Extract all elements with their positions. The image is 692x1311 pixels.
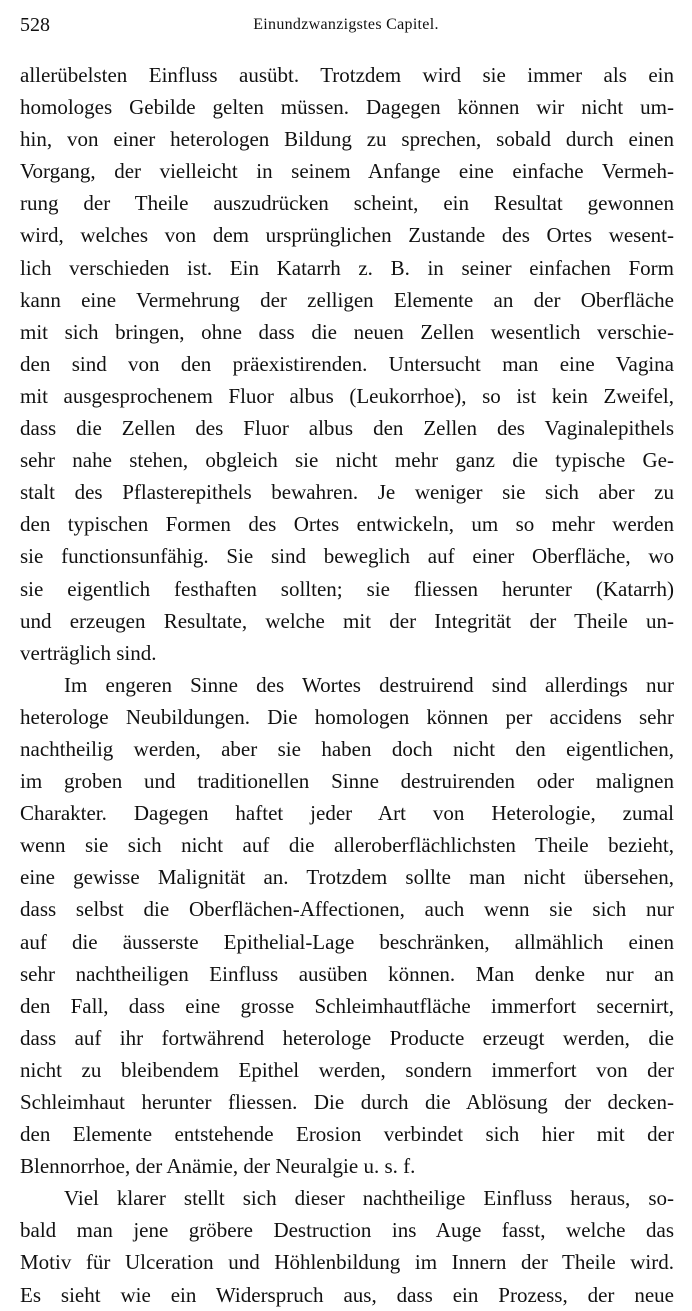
paragraph-start-line: Im engeren Sinne des Wortes destruirend sind allerdings nur bbox=[64, 672, 674, 697]
text-line: und erzeugen Resultate, welche mit der Integrität der Theile un- bbox=[20, 608, 674, 633]
text-line: lich verschieden ist. Ein Katarrh z. B. in seiner einfachen Form bbox=[20, 255, 674, 280]
text-line: dass die Zellen des Fluor albus den Zellen des Vaginalepithels bbox=[20, 416, 674, 441]
text-line: auf die äusserste Epithelial-Lage beschränken, allmählich einen bbox=[20, 929, 674, 954]
running-head: Einundzwanzigstes Capitel. bbox=[253, 16, 439, 33]
text-line: mit sich bringen, ohne dass die neuen Zellen wesentlich verschie- bbox=[20, 319, 674, 344]
text-line: den Elemente entstehende Erosion verbindet sich hier mit der bbox=[20, 1122, 674, 1147]
text-line: Schleimhaut herunter fliessen. Die durch die Ablösung der decken- bbox=[20, 1090, 674, 1114]
text-line: sehr nahe stehen, obgleich sie nicht mehr ganz die typische Ge- bbox=[20, 448, 674, 473]
text-line: mit ausgesprochenem Fluor albus (Leukorrhoe), so ist kein Zweifel, bbox=[20, 383, 674, 408]
text-line: den typischen Formen des Ortes entwickeln, um so mehr werden bbox=[20, 512, 674, 537]
text-line: Es sieht wie ein Widerspruch aus, dass ein Prozess, der neue bbox=[20, 1282, 674, 1307]
text-line: nicht zu bleibendem Epithel werden, sondern immerfort von der bbox=[20, 1057, 674, 1082]
text-line: homologes Gebilde gelten müssen. Dagegen können wir nicht um- bbox=[20, 95, 674, 120]
body-text bbox=[20, 59, 674, 1311]
text-line: Motiv für Ulceration und Höhlenbildung im Innern der Theile wird. bbox=[20, 1250, 674, 1275]
page-header bbox=[0, 14, 692, 44]
text-line: den Fall, dass eine grosse Schleimhautfläche immerfort secernirt, bbox=[20, 993, 674, 1018]
text-line: dass auf ihr fortwährend heterologe Producte erzeugt werden, die bbox=[20, 1025, 674, 1050]
text-line: Charakter. Dagegen haftet jeder Art von Heterologie, zumal bbox=[20, 801, 674, 826]
text-line: eine gewisse Malignität an. Trotzdem sollte man nicht übersehen, bbox=[20, 865, 674, 890]
text-line: sie functionsunfähig. Sie sind beweglich auf einer Oberfläche, wo bbox=[20, 544, 674, 569]
paragraph-start-line: Viel klarer stellt sich dieser nachtheilige Einfluss heraus, so- bbox=[64, 1186, 674, 1211]
text-line: nachtheilig werden, aber sie haben doch nicht den eigentlichen, bbox=[20, 736, 674, 761]
text-line: heterologe Neubildungen. Die homologen können per accidens sehr bbox=[20, 704, 674, 729]
text-line: hin, von einer heterologen Bildung zu sprechen, sobald durch einen bbox=[20, 127, 674, 152]
text-line: den sind von den präexistirenden. Untersucht man eine Vagina bbox=[20, 351, 674, 376]
text-line: stalt des Pflasterepithels bewahren. Je weniger sie sich aber zu bbox=[20, 480, 674, 505]
paragraph-end-line: verträglich sind. bbox=[20, 640, 157, 665]
text-line: allerübelsten Einfluss ausübt. Trotzdem wird sie immer als ein bbox=[20, 63, 674, 87]
text-line: wird, welches von dem ursprünglichen Zustande des Ortes wesent- bbox=[20, 223, 674, 248]
text-line: sehr nachtheiligen Einfluss ausüben können. Man denke nur an bbox=[20, 961, 674, 986]
text-line: sie eigentlich festhaften sollten; sie fliessen herunter (Katarrh) bbox=[20, 576, 674, 601]
paragraph-end-line: Blennorrhoe, der Anämie, der Neuralgie u. s. f. bbox=[20, 1154, 416, 1179]
text-line: rung der Theile auszudrücken scheint, ein Resultat gewonnen bbox=[20, 191, 674, 216]
text-line: Vorgang, der vielleicht in seinem Anfange eine einfache Vermeh- bbox=[20, 159, 674, 184]
page-number: 528 bbox=[20, 14, 50, 36]
text-line: kann eine Vermehrung der zelligen Elemente an der Oberfläche bbox=[20, 287, 674, 312]
text-line: wenn sie sich nicht auf die alleroberflächlichsten Theile bezieht, bbox=[20, 833, 674, 858]
text-line: dass selbst die Oberflächen-Affectionen, auch wenn sie sich nur bbox=[20, 897, 674, 922]
text-line: bald man jene gröbere Destruction ins Auge fasst, welche das bbox=[20, 1218, 674, 1243]
text-line: im groben und traditionellen Sinne destruirenden oder malignen bbox=[20, 769, 674, 794]
